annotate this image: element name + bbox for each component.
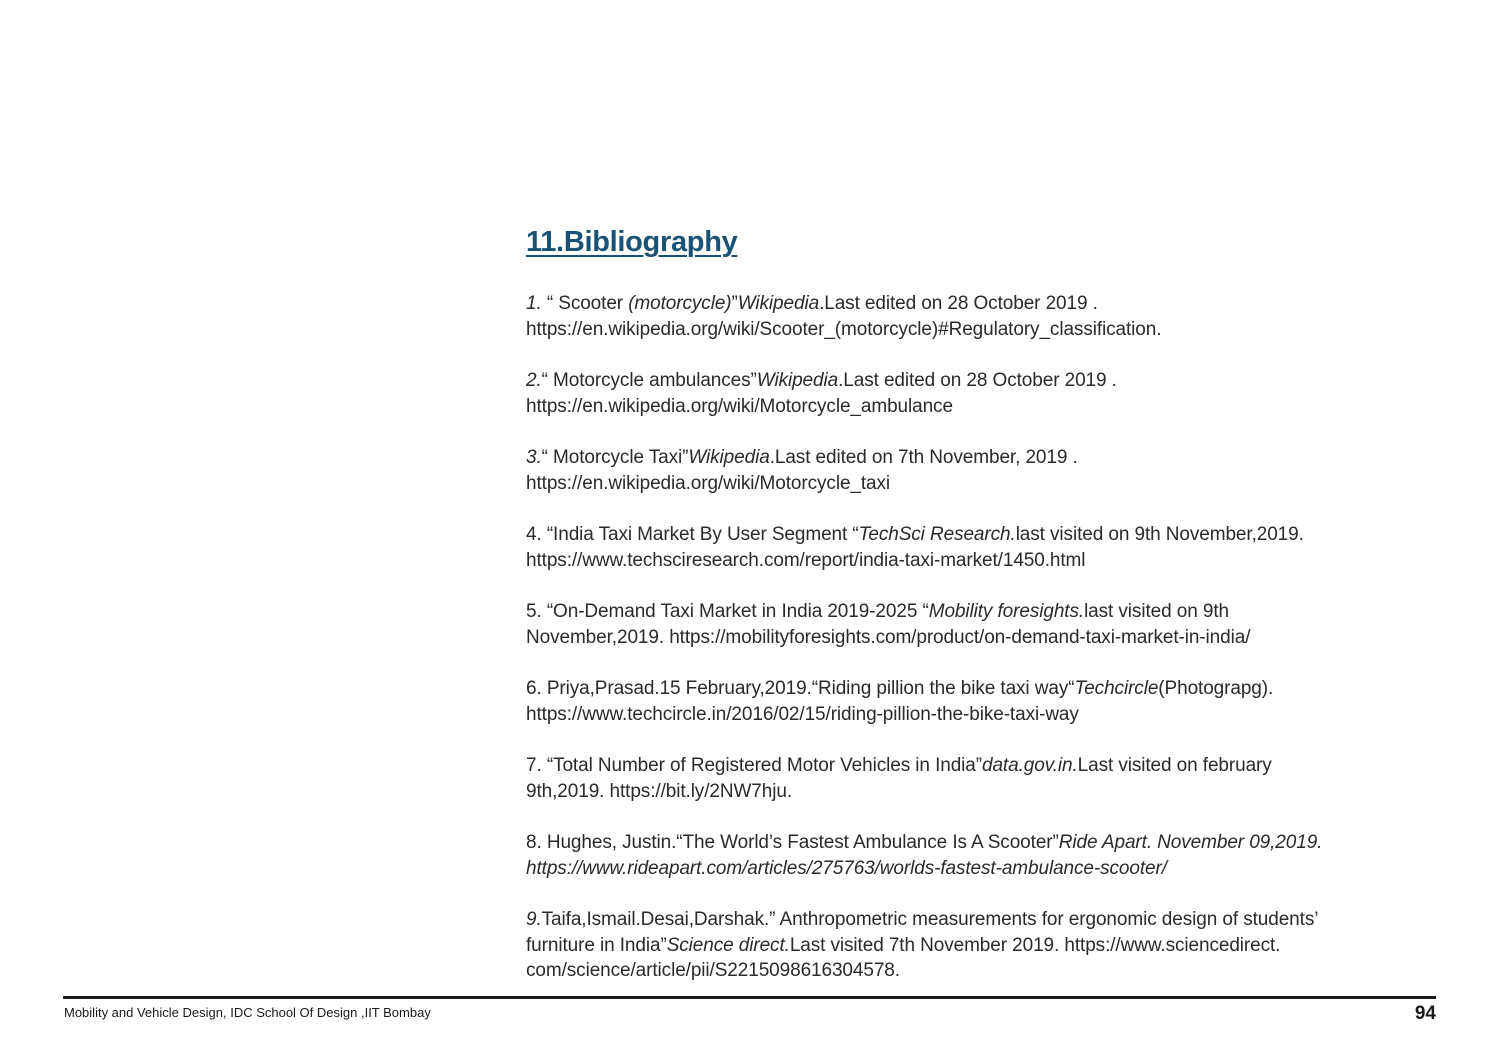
entry-text-segment: last visited on 9th November,2019.: [1015, 524, 1304, 545]
entry-text-segment: com/science/article/pii/S2215098616304578.: [526, 960, 900, 981]
entry-text-segment: .Last edited on 28 October 2019 .: [838, 370, 1117, 391]
entry-text-segment: .Last edited on 28 October 2019 .: [819, 293, 1098, 314]
bibliography-entry-line-1: [526, 599, 1446, 625]
entry-text-segment: Last visited on february: [1077, 755, 1272, 776]
entry-text-segment: “ Motorcycle Taxi”: [541, 447, 689, 468]
entry-text-segment: TechSci Research.: [858, 524, 1016, 545]
entry-text-segment: 8. Hughes, Justin.“The World’s Fastest Ambulance Is A Scooter”: [526, 832, 1059, 853]
bibliography-entry-line-3: [526, 958, 1446, 984]
bibliography-entry-line-2: [526, 625, 1446, 651]
entry-text-segment: 9th,2019. https://bit.ly/2NW7hju.: [526, 780, 793, 802]
entry-text-segment: 3.: [526, 447, 542, 468]
entry-text-segment: 4. “India Taxi Market By User Segment “: [526, 524, 859, 545]
bibliography-entry-line-2: [526, 933, 1446, 959]
entry-text-segment: 2.: [526, 370, 542, 391]
bibliography-entry: [526, 291, 1446, 342]
page-number: 94: [1414, 1003, 1436, 1024]
entry-text-segment: 5. “On-Demand Taxi Market in India 2019-2025 “: [526, 601, 929, 622]
entry-text-segment: last visited on 9th: [1084, 601, 1229, 622]
entry-text-segment: Wikipedia: [688, 447, 770, 468]
bibliography-entry-line-1: [526, 291, 1446, 317]
entry-text-segment: “ Scooter: [541, 293, 629, 314]
entry-text-segment: Techcircle: [1074, 678, 1159, 699]
entry-text-segment: https://en.wikipedia.org/wiki/Motorcycle_taxi: [526, 472, 891, 494]
entry-text-segment: ”: [731, 293, 738, 314]
entry-text-segment: 9.: [526, 909, 542, 930]
entry-text-segment: November,2019. https://mobilityforesights.com/product/on-demand-taxi-market-in-india/: [526, 626, 1251, 648]
entry-text-segment: .Last edited on 7th November, 2019 .: [769, 447, 1078, 468]
bibliography-entry-line-2: [526, 779, 1446, 805]
entry-text-segment: furniture in India”: [526, 934, 667, 956]
bibliography-entry-line-2: [526, 471, 1446, 497]
bibliography-entry-line-2: [526, 317, 1446, 343]
bibliography-entry-line-1: [526, 830, 1446, 856]
bibliography-entry-line-2: [526, 856, 1446, 882]
bibliography-entry-line-2: [526, 548, 1446, 574]
bibliography-entry: [526, 907, 1446, 984]
bibliography-entry-line-2: [526, 394, 1446, 420]
entry-text-segment: “ Motorcycle ambulances”: [541, 370, 757, 391]
bibliography-entry-line-1: [526, 907, 1446, 933]
entry-text-segment: https://www.techsciresearch.com/report/india-taxi-market/1450.html: [526, 549, 1086, 571]
bibliography-entry-line-1: [526, 445, 1446, 471]
bibliography-entry: [526, 830, 1446, 881]
entry-text-segment: Wikipedia: [737, 293, 820, 314]
footer-divider: [63, 996, 1436, 999]
entry-text-segment: (Photograpg).: [1158, 678, 1274, 699]
entry-text-segment: Last visited 7th November 2019. https://www.sciencedirect.: [789, 934, 1281, 956]
entry-text-segment: https://www.rideapart.com/articles/275763/worlds-fastest-ambulance-scooter/: [526, 857, 1167, 879]
bibliography-entry-line-2: [526, 702, 1446, 728]
bibliography-entry: [526, 599, 1446, 650]
bibliography-entry-line-1: [526, 753, 1446, 779]
bibliography-list: [526, 291, 1446, 1010]
entry-text-segment: https://en.wikipedia.org/wiki/Scooter_(motorcycle)#Regulatory_classification.: [526, 318, 1162, 340]
page-title: 11.Bibliography: [526, 226, 738, 258]
bibliography-entry: [526, 676, 1446, 727]
bibliography-entry: [526, 445, 1446, 496]
entry-text-segment: data.gov.in.: [982, 755, 1078, 776]
entry-text-segment: https://www.techcircle.in/2016/02/15/riding-pillion-the-bike-taxi-way: [526, 703, 1079, 725]
entry-text-segment: 1.: [526, 293, 542, 314]
entry-text-segment: Ride Apart. November 09,2019.: [1058, 832, 1323, 853]
footer-text: Mobility and Vehicle Design, IDC School Of Design ,IIT Bombay: [64, 1005, 431, 1020]
entry-text-segment: Mobility foresights.: [928, 601, 1085, 622]
entry-text-segment: (motorcycle): [628, 293, 732, 314]
entry-text-segment: 7. “Total Number of Registered Motor Vehicles in India”: [526, 755, 982, 776]
bibliography-entry: [526, 368, 1446, 419]
entry-text-segment: Wikipedia: [756, 370, 839, 391]
bibliography-entry-line-1: [526, 368, 1446, 394]
bibliography-entry: [526, 753, 1446, 804]
entry-text-segment: Taifa,Ismail.Desai,Darshak.” Anthropometric measurements for ergonomic design of students’: [541, 909, 1319, 930]
bibliography-entry-line-1: [526, 522, 1446, 548]
bibliography-entry-line-1: [526, 676, 1446, 702]
entry-text-segment: Science direct.: [666, 934, 790, 956]
entry-text-segment: https://en.wikipedia.org/wiki/Motorcycle_ambulance: [526, 395, 953, 417]
bibliography-entry: [526, 522, 1446, 573]
entry-text-segment: 6. Priya,Prasad.15 February,2019.“Riding pillion the bike taxi way“: [526, 678, 1075, 699]
